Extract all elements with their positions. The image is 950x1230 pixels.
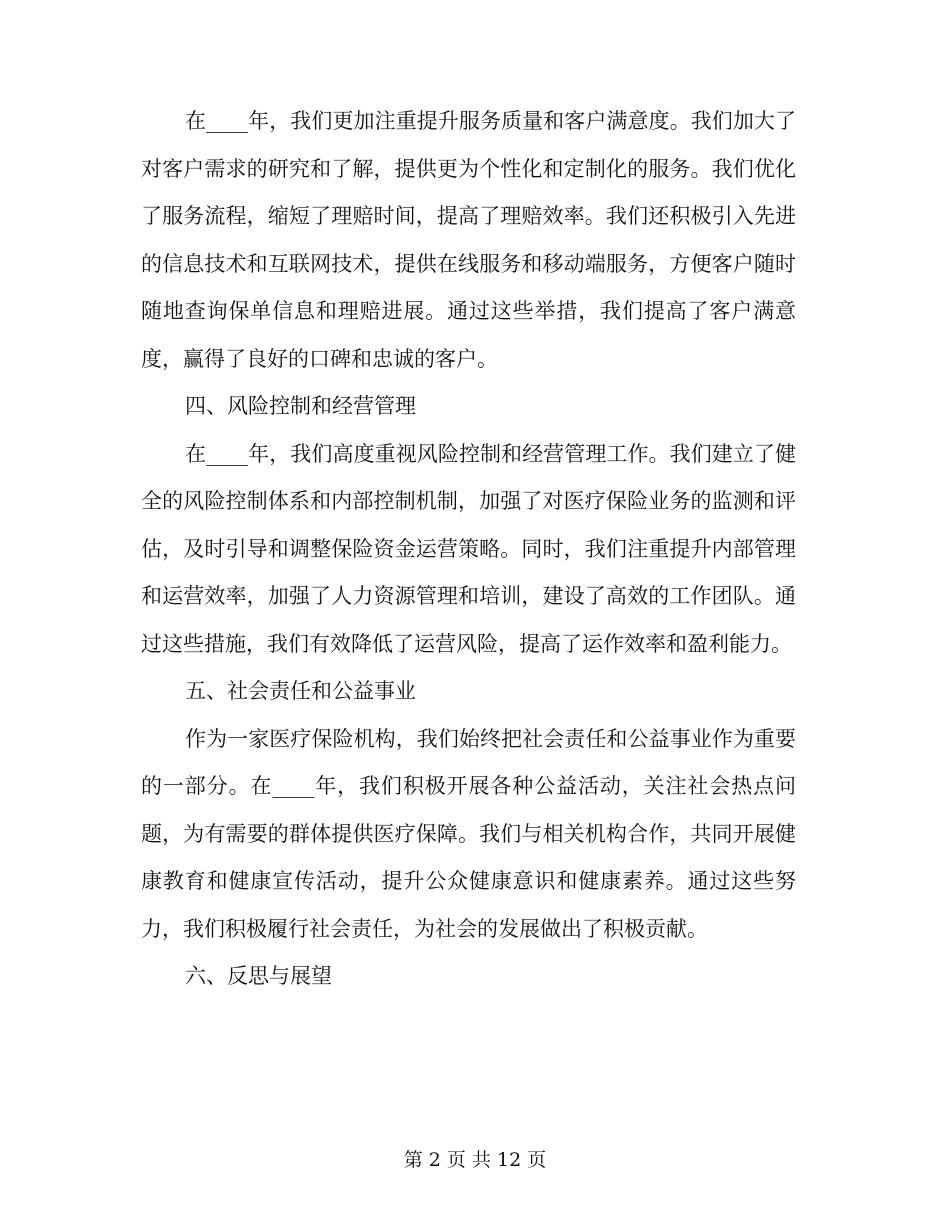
section-heading-risk-control: 四、风险控制和经营管理 <box>185 394 416 418</box>
section-heading-social-responsibility: 五、社会责任和公益事业 <box>185 679 416 703</box>
section-heading-reflection: 六、反思与展望 <box>185 964 332 988</box>
page-footer: 第 2 页 共 12 页 <box>403 1149 547 1171</box>
paragraph-social-responsibility: 作为一家医疗保险机构，我们始终把社会责任和公益事业作为重要的一部分。在____年，我们积极开展各种公益活动，关注社会热点问题，为有需要的群体提供医疗保障。我们与相关机构合作，共同开展健康教育和健康宣传活动，提升公众健康意识和健康素养。通过这些努力，我们积极履行社会责任，为社会的发展做出了积极贡献。 <box>141 726 796 941</box>
document-body <box>141 98 796 1001</box>
paragraph-service-quality: 在____年，我们更加注重提升服务质量和客户满意度。我们加大了对客户需求的研究和了解，提供更为个性化和定制化的服务。我们优化了服务流程，缩短了理赔时间，提高了理赔效率。我们还积极引入先进的信息技术和互联网技术，提供在线服务和移动端服务，方便客户随时随地查询保单信息和理赔进展。通过这些举措，我们提高了客户满意度，赢得了良好的口碑和忠诚的客户。 <box>141 109 796 371</box>
paragraph-risk-control: 在____年，我们高度重视风险控制和经营管理工作。我们建立了健全的风险控制体系和内部控制机制，加强了对医疗保险业务的监测和评估，及时引导和调整保险资金运营策略。同时，我们注重提升内部管理和运营效率，加强了人力资源管理和培训，建设了高效的工作团队。通过这些措施，我们有效降低了运营风险，提高了运作效率和盈利能力。 <box>141 441 796 656</box>
